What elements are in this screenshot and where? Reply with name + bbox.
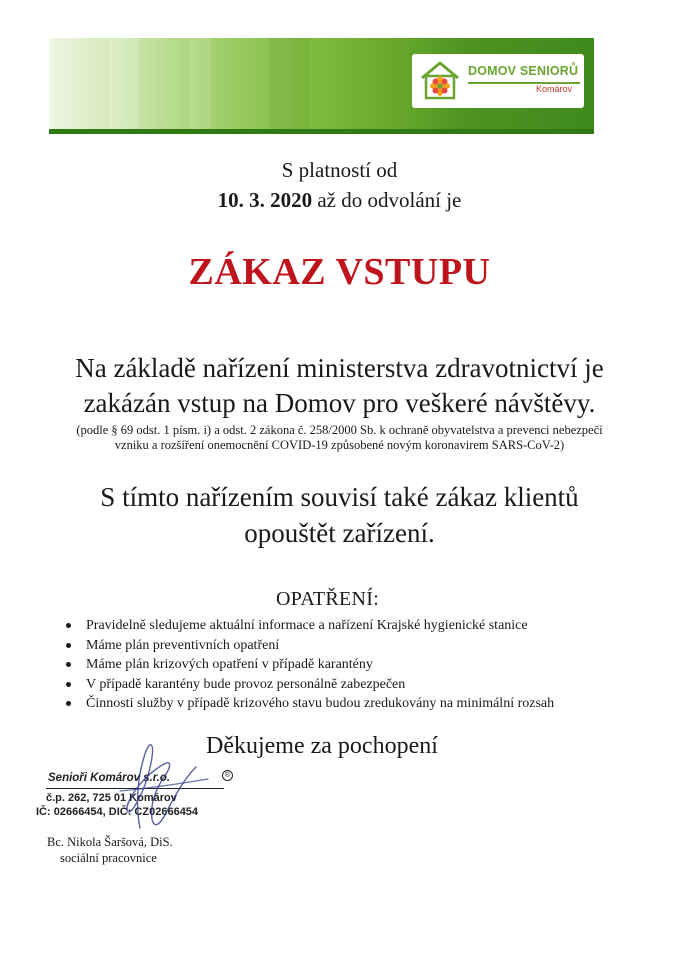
signatory-role: sociální pracovnice [60, 851, 157, 865]
list-item: V případě karantény bude provoz personálně zabezpečen [60, 675, 554, 695]
validity-date: 10. 3. 2020 [217, 188, 313, 212]
legal-note: (podle § 69 odst. 1 písm. i) a odst. 2 zákona č. 258/2000 Sb. k ochraně obyvatelstva a prevenci nebezpečí [76, 423, 603, 437]
house-flower-icon [418, 58, 462, 102]
signatory-name: Bc. Nikola Šaršová, DiS. [47, 835, 173, 849]
logo-name: DOMOV SENIORŮ [468, 64, 579, 78]
validity-rest: až do odvolání je [312, 188, 462, 212]
validity-date-line [0, 188, 679, 213]
registered-mark-icon: ® [222, 770, 233, 781]
measures-title: OPATŘENÍ: [276, 588, 380, 610]
handwritten-signature [80, 733, 220, 843]
banner-stripe [109, 38, 139, 134]
reason-line: zakázán vstup na Domov pro veškeré návštěvy. [83, 388, 596, 418]
banner-stripe [269, 38, 309, 134]
list-item: Pravidelně sledujeme aktuální informace a nařízení Krajské hygienické stanice [60, 616, 554, 636]
logo-town: Komárov [536, 84, 573, 94]
list-item: Činnosti služby v případě krizového stavu budou zredukovány na minimální rozsah [60, 694, 554, 714]
reason-line: Na základě nařízení ministerstva zdravotnictví je [75, 353, 604, 383]
validity-line: S platností od [281, 158, 398, 182]
clients-line: opouštět zařízení. [244, 518, 435, 548]
stamp-company: Senioři Komárov s.r.o. [48, 772, 171, 784]
stamp-address: č.p. 262, 725 01 Komárov [46, 792, 177, 804]
stamp-ids: IČ: 02666454, DIČ: CZ02666454 [36, 806, 199, 818]
list-item: Máme plán krizových opatření v případě karantény [60, 655, 554, 675]
legal-note: vzniku a rozšíření onemocnění COVID-19 způsobené novým koronavirem SARS-CoV-2) [114, 438, 565, 452]
banner-stripe [189, 38, 211, 134]
clients-line: S tímto nařízením souvisí také zákaz klientů [100, 482, 579, 512]
banner-base-line [49, 129, 594, 134]
list-item: Máme plán preventivních opatření [60, 636, 554, 656]
measures-list [60, 616, 554, 714]
thanks-note: Děkujeme za pochopení [206, 733, 438, 759]
headline: ZÁKAZ VSTUPU [188, 251, 491, 293]
organization-logo [412, 54, 584, 108]
